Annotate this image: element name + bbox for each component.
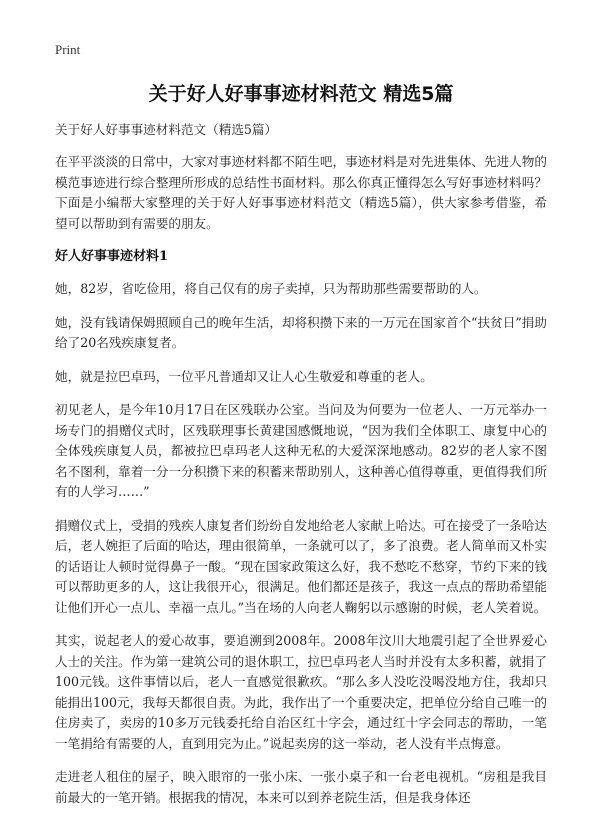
body-paragraph: 她，没有钱请保姆照顾自己的晚年生活，却将积攒下来的一万元在国家首个“扶贫日”捐助给了20名残疾康复者。: [55, 314, 547, 350]
body-paragraph: 走进老人租住的屋子，映入眼帘的一张小床、一张小桌子和一台老电视机。“房租是我目前最大的一笔开销。根据我的情况，本来可以到养老院生活，但是我身体还: [55, 769, 547, 805]
body-paragraph: 她，82岁，省吃俭用，将自己仅有的房子卖掉，只为帮助那些需要帮助的人。: [55, 281, 487, 296]
body-paragraph: 初见老人，是今年10月17日在区残联办公室。当问及为何要为一位老人、一万元举办一场专门的捐赠仪式时，区残联理事长黄建国感慨地说，“因为我们全体职工、康复中心的全体残疾康复人员，都被拉巴卓玛老人这种无私的大爱深深地感动。82岁的老人家不图名不图利，靠着一分一分积攒下来的积蓄来帮助别人，这种善心值得尊重，更值得我们所有的人学习……”: [55, 402, 547, 499]
page-title: 关于好人好事事迹材料范文 精选5篇: [148, 83, 454, 105]
print-link[interactable]: Print: [55, 42, 81, 57]
body-paragraph: 其实，说起老人的爱心故事，要追溯到2008年。2008年汶川大地震引起了全世界爱心人士的关注。作为第一建筑公司的退休职工，拉巴卓玛老人当时并没有太多积蓄，就捐了100元钱。这件事情以后，老人一直感觉很歉疚。“那么多人没吃没喝没地方住，我却只能捐出100元，我每天都很自责。为此，我作出了一个重要决定，把单位分给自己唯一的住房卖了，卖房的10多万元钱委托给自治区红十字会，通过红十字会同志的帮助，一笔一笔捐给有需要的人，直到用完为止。”说起卖房的这一举动，老人没有半点悔意。: [55, 633, 547, 751]
body-paragraph: 捐赠仪式上，受捐的残疾人康复者们纷纷自发地给老人家献上哈达。可在接受了一条哈达后，老人婉拒了后面的哈达，理由很简单，一条就可以了，多了浪费。老人简单而又朴实的话语让人顿时觉得鼻子一酸。“现在国家政策这么好，我不愁吃不愁穿，节约下来的钱可以帮助更多的人，这让我很开心，很满足。他们都还是孩子，我这一点点的帮助希望能让他们开心一点儿、幸福一点儿。”当在场的人向老人鞠躬以示感谢的时候，老人笑着说。: [55, 517, 547, 615]
body-paragraph: 她，就是拉巴卓玛，一位平凡普通却又让人心生敬爱和尊重的老人。: [55, 368, 433, 384]
intro-paragraph: 在平平淡淡的日常中，大家对事迹材料都不陌生吧，事迹材料是对先进集体、先进人物的模范事迹进行综合整理所形成的总结性书面材料。那么你真正懂得怎么写好事迹材料吗？下面是小编帮大家整理的关于好人好事事迹材料范文（精选5篇），供大家参考借鉴，希望可以帮助到有需要的朋友。: [55, 154, 547, 231]
section-heading: 好人好事事迹材料1: [55, 249, 169, 264]
document-subtitle: 关于好人好事事迹材料范文（精选5篇）: [55, 122, 278, 137]
